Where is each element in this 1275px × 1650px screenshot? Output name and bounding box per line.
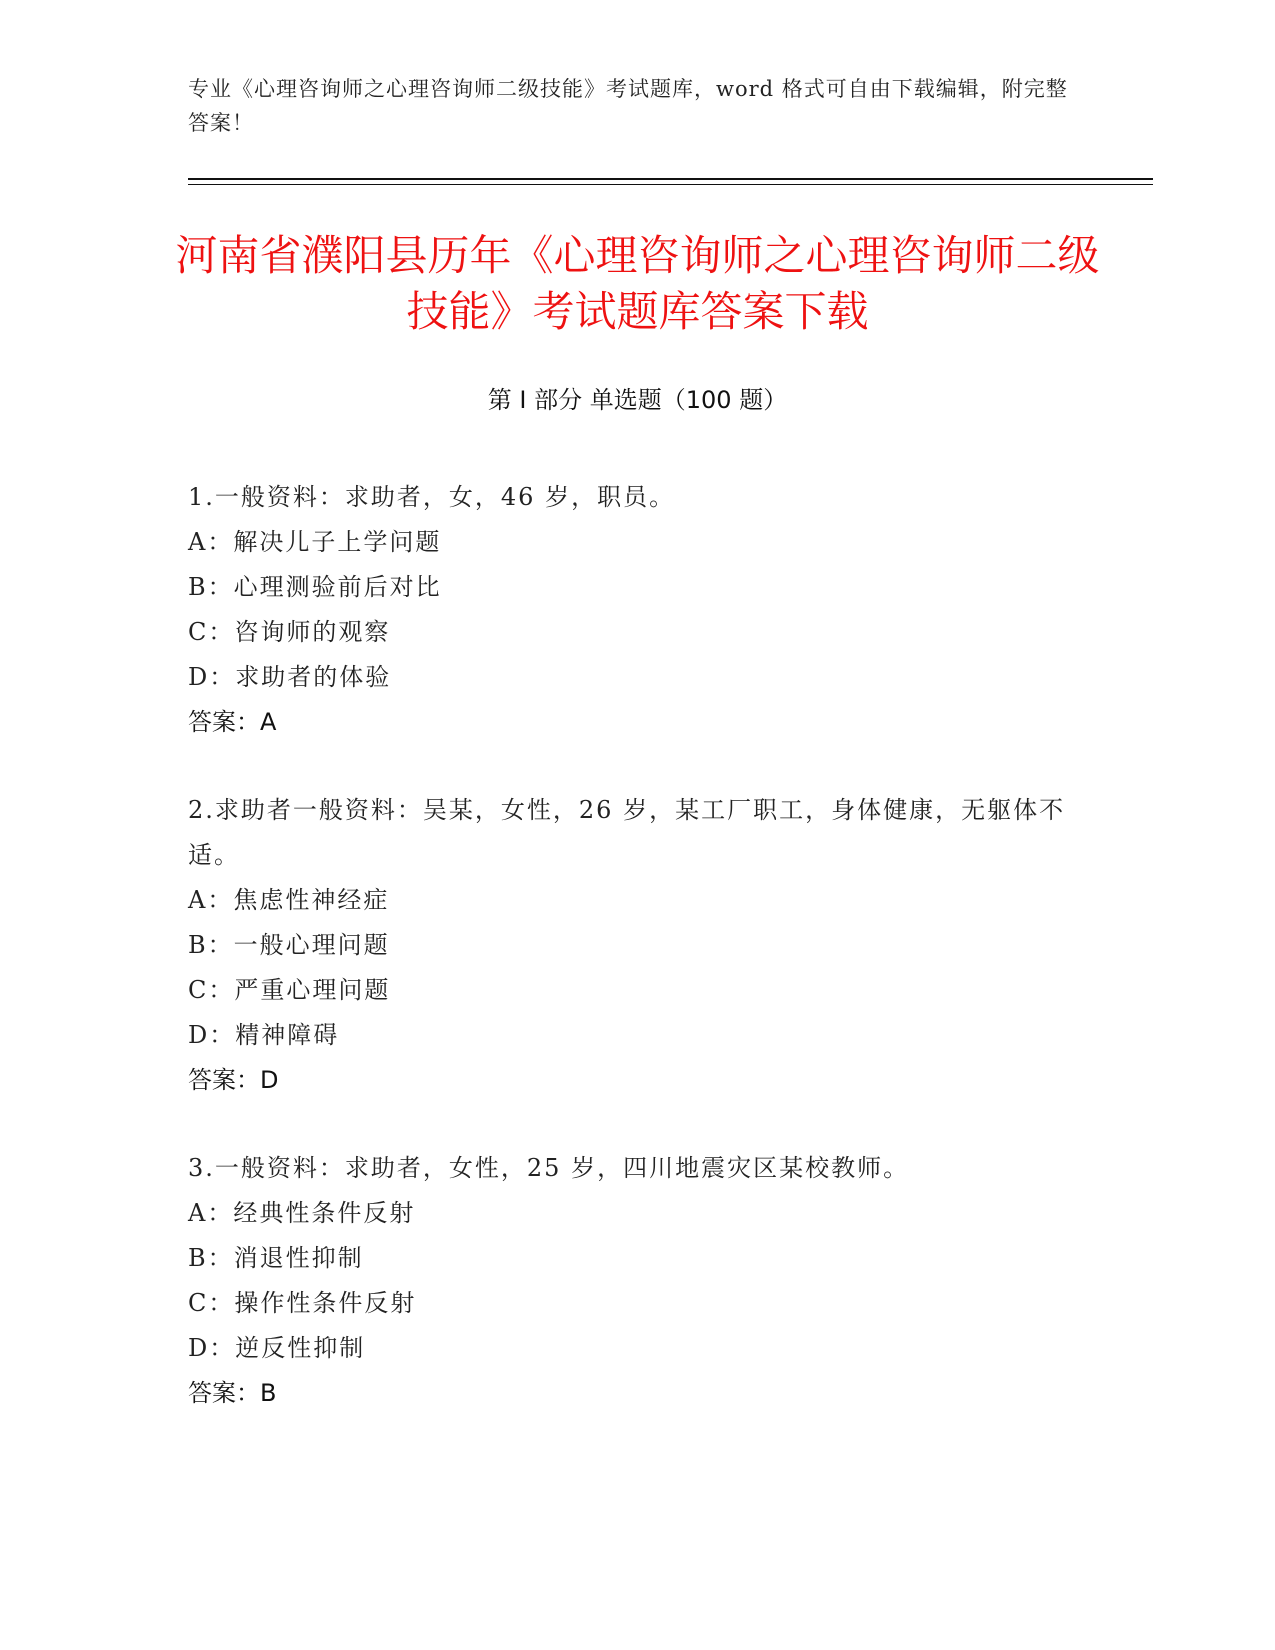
document-title: 河南省濮阳县历年《心理咨询师之心理咨询师二级技能》考试题库答案下载 <box>175 231 1100 336</box>
question-stem: 1.一般资料：求助者，女，46 岁，职员。 <box>188 483 676 511</box>
question-list <box>188 475 1068 1459</box>
option-c: C：操作性条件反射 <box>188 1289 417 1317</box>
option-a: A：焦虑性神经症 <box>188 886 390 914</box>
option-d: D：精神障碍 <box>188 1021 340 1049</box>
header-divider-thin <box>188 184 1153 185</box>
question-stem: 2.求助者一般资料：吴某，女性，26 岁，某工厂职工，身体健康，无躯体不适。 <box>188 796 1066 869</box>
option-d: D：求助者的体验 <box>188 663 392 691</box>
answer-line: 答案：A <box>188 708 277 736</box>
header-divider-thick <box>188 178 1153 180</box>
intro-text: 专业《心理咨询师之心理咨询师二级技能》考试题库，word 格式可自由下载编辑，附完整答案！ <box>188 77 1068 135</box>
option-c: C：严重心理问题 <box>188 976 391 1004</box>
option-b: B：一般心理问题 <box>188 931 390 959</box>
answer-line: 答案：D <box>188 1066 279 1094</box>
option-a: A：经典性条件反射 <box>188 1199 416 1227</box>
question-item <box>188 1146 1068 1416</box>
option-d: D：逆反性抑制 <box>188 1334 366 1362</box>
option-a: A：解决儿子上学问题 <box>188 528 442 556</box>
option-b: B：心理测验前后对比 <box>188 573 442 601</box>
question-item <box>188 788 1068 1103</box>
question-item <box>188 475 1068 745</box>
answer-line: 答案：B <box>188 1379 277 1407</box>
option-b: B：消退性抑制 <box>188 1244 364 1272</box>
section-heading: 第 I 部分 单选题（100 题） <box>487 386 788 414</box>
option-c: C：咨询师的观察 <box>188 618 391 646</box>
question-stem: 3.一般资料：求助者，女性，25 岁，四川地震灾区某校教师。 <box>188 1154 910 1182</box>
